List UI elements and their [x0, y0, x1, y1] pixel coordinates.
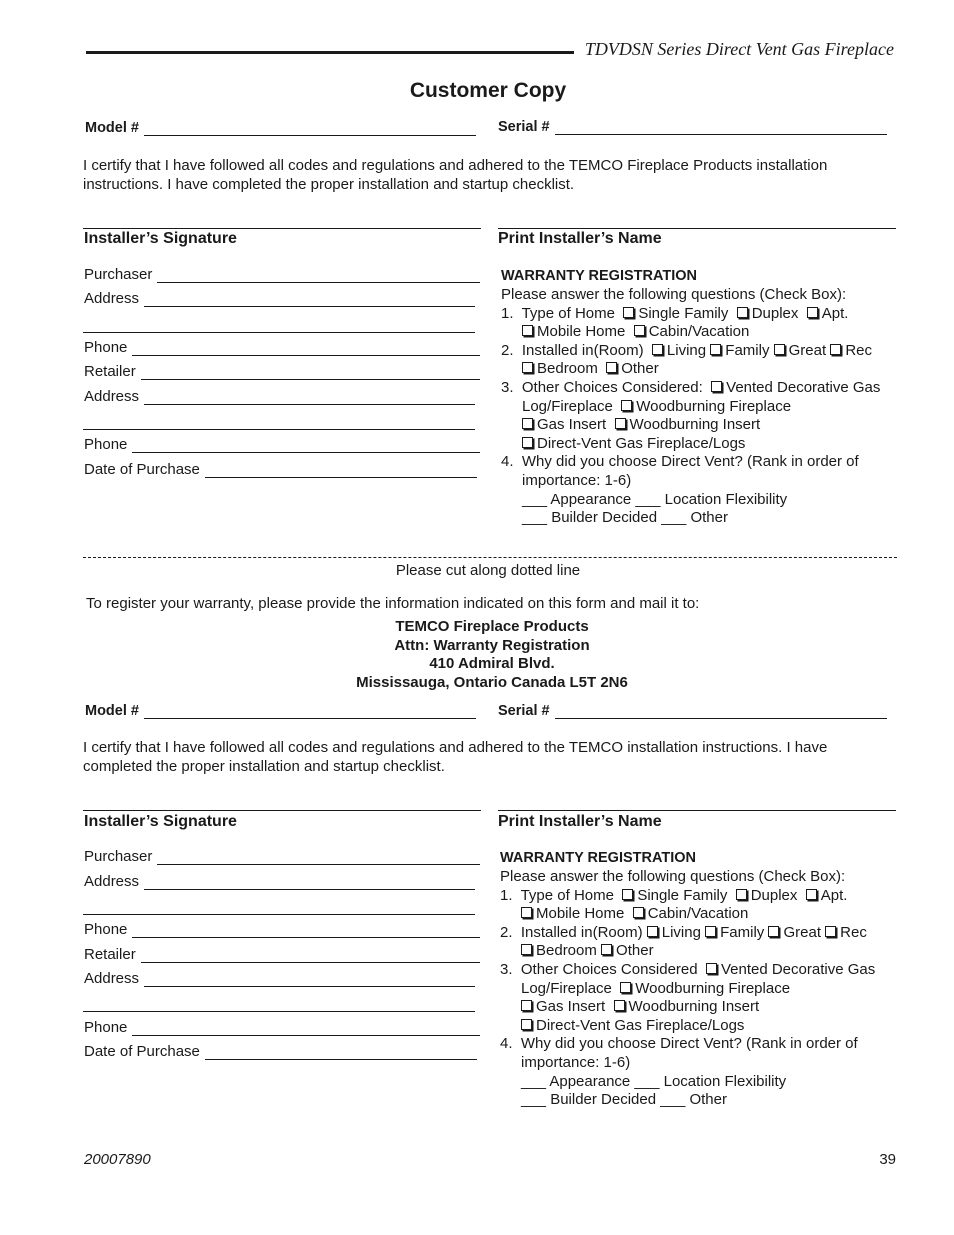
- field-line: [144, 971, 475, 987]
- retailer-field[interactable]: [84, 363, 480, 381]
- checkbox[interactable]: [737, 307, 748, 318]
- question-3-cont3: [500, 1017, 875, 1036]
- q3-number: 3.: [501, 378, 514, 396]
- q3-text: Other Choices Considered:: [521, 378, 703, 396]
- model-label: Model #: [85, 120, 139, 136]
- phone-label: Phone: [84, 436, 128, 453]
- checkbox[interactable]: [706, 963, 717, 974]
- model-field[interactable]: [85, 119, 476, 137]
- option-label: Vented Decorative Gas: [726, 378, 881, 396]
- installer-signature-label: Installer’s Signature: [84, 230, 237, 247]
- option-label: Great: [783, 923, 821, 941]
- phone-label: Phone: [84, 339, 128, 356]
- question-4-rank-1[interactable]: ___ Appearance ___ Location Flexibility: [521, 1072, 787, 1090]
- field-line: [132, 1020, 480, 1036]
- option-label: Direct-Vent Gas Fireplace/Logs: [536, 1016, 745, 1034]
- field-line: [141, 364, 480, 380]
- address-field[interactable]: [84, 873, 475, 891]
- print-name-line[interactable]: [498, 228, 896, 229]
- certification-text: I certify that I have followed all codes and regulations and adhered to the TEMCO Fireplace Products installation instructions. I have completed the proper installation and startup checklist.: [83, 157, 828, 193]
- phone-label: Phone: [84, 921, 128, 938]
- mailing-address: [0, 618, 954, 692]
- checkbox[interactable]: [614, 1000, 625, 1011]
- question-4-rank-2[interactable]: ___ Builder Decided ___ Other: [521, 1091, 727, 1109]
- checkbox[interactable]: [522, 325, 533, 336]
- checkbox[interactable]: [825, 926, 836, 937]
- option-label: Bedroom: [537, 360, 598, 378]
- retailer-phone-field[interactable]: [84, 1019, 480, 1037]
- retailer-address-continuation-line[interactable]: [83, 429, 475, 430]
- checkbox[interactable]: [620, 982, 631, 993]
- question-4: [500, 1035, 875, 1054]
- date-of-purchase-field[interactable]: [84, 1043, 477, 1061]
- q1-number: 1.: [501, 304, 514, 322]
- checkbox[interactable]: [710, 344, 721, 355]
- address-label: Address: [84, 388, 140, 405]
- address-label: Address: [84, 873, 140, 890]
- model-field[interactable]: [85, 702, 476, 720]
- option-label: Rec: [845, 341, 873, 359]
- question-4-cont: importance: 1-6): [522, 471, 632, 489]
- option-label: Woodburning Fireplace: [635, 979, 791, 997]
- checkbox[interactable]: [633, 907, 644, 918]
- field-line: [144, 291, 475, 307]
- option-label: Mobile Home: [536, 905, 625, 923]
- checkbox[interactable]: [521, 1019, 532, 1030]
- option-label: Log/Fireplace: [522, 397, 613, 415]
- date-of-purchase-label: Date of Purchase: [84, 1043, 200, 1060]
- option-label: Bedroom: [536, 942, 597, 960]
- q1-text: Type of Home: [521, 304, 615, 322]
- address-continuation-line[interactable]: [83, 914, 475, 915]
- retailer-address-field[interactable]: [84, 970, 475, 988]
- question-2: [500, 924, 875, 943]
- q4-number: 4.: [501, 453, 514, 471]
- question-3-cont: [500, 980, 875, 999]
- question-3: [501, 379, 880, 398]
- field-line: [157, 267, 480, 283]
- option-label: Woodburning Insert: [629, 416, 761, 434]
- question-2: [501, 342, 880, 361]
- address-label: Address: [84, 970, 140, 987]
- model-label: Model #: [85, 703, 139, 719]
- field-line: [144, 389, 475, 405]
- checkbox[interactable]: [705, 926, 716, 937]
- question-1: [500, 887, 875, 906]
- option-label: Duplex: [751, 304, 799, 322]
- checkbox[interactable]: [711, 381, 722, 392]
- option-label: Other: [616, 942, 654, 960]
- question-3-cont: [501, 398, 880, 417]
- purchaser-label: Purchaser: [84, 848, 153, 865]
- checkbox[interactable]: [736, 889, 747, 900]
- checkbox[interactable]: [522, 418, 533, 429]
- option-label: Apt.: [820, 886, 848, 904]
- print-installer-name-label: Print Installer’s Name: [498, 813, 662, 830]
- model-line: [144, 703, 476, 719]
- q2-text: Installed in(Room): [521, 341, 644, 359]
- warranty-registration: [500, 850, 875, 1110]
- address-label: Address: [84, 290, 140, 307]
- checkbox[interactable]: [615, 418, 626, 429]
- print-installer-name-label: Print Installer’s Name: [498, 230, 662, 247]
- warranty-title: WARRANTY REGISTRATION: [501, 268, 698, 284]
- phone-field[interactable]: [84, 339, 480, 357]
- warranty-registration: [501, 268, 880, 528]
- page-number: 39: [879, 1151, 896, 1168]
- checkbox[interactable]: [521, 1000, 532, 1011]
- option-label: Gas Insert: [536, 998, 606, 1016]
- cut-instruction: Please cut along dotted line: [395, 562, 581, 579]
- header-title: TDVDSN Series Direct Vent Gas Fireplace: [584, 39, 894, 59]
- option-label: Gas Insert: [537, 416, 607, 434]
- phone-field[interactable]: [84, 921, 480, 939]
- page-title: Customer Copy: [409, 79, 567, 102]
- serial-line: [555, 703, 887, 719]
- question-2-cont: [500, 942, 875, 961]
- field-line: [157, 849, 480, 865]
- question-3-cont2: [500, 998, 875, 1017]
- checkbox[interactable]: [634, 325, 645, 336]
- serial-field[interactable]: [498, 702, 887, 720]
- model-line: [144, 120, 476, 136]
- q4-text: Why did you choose Direct Vent? (Rank in order of: [521, 453, 859, 471]
- option-label: Cabin/Vacation: [648, 323, 750, 341]
- q1-text: Type of Home: [520, 886, 614, 904]
- q2-text: Installed in(Room): [520, 923, 643, 941]
- q2-number: 2.: [500, 923, 513, 941]
- retailer-address-field[interactable]: [84, 388, 475, 406]
- retailer-field[interactable]: [84, 946, 480, 964]
- question-1-cont: [501, 323, 880, 342]
- checkbox[interactable]: [807, 307, 818, 318]
- q4-number: 4.: [500, 1035, 513, 1053]
- option-label: Log/Fireplace: [521, 979, 612, 997]
- mail-instruction: To register your warranty, please provide the information indicated on this form and mail it to:: [86, 595, 700, 612]
- retailer-label: Retailer: [84, 363, 136, 380]
- question-4-rank-2[interactable]: ___ Builder Decided ___ Other: [522, 509, 728, 527]
- document-number: 20007890: [84, 1151, 151, 1168]
- option-label: Duplex: [750, 886, 798, 904]
- q2-number: 2.: [501, 341, 514, 359]
- option-label: Great: [788, 341, 827, 359]
- option-label: Direct-Vent Gas Fireplace/Logs: [537, 434, 746, 452]
- checkbox[interactable]: [647, 926, 658, 937]
- q4-text: Why did you choose Direct Vent? (Rank in order of: [520, 1035, 858, 1053]
- address-continuation-line[interactable]: [83, 332, 475, 333]
- signature-line[interactable]: [83, 228, 481, 229]
- checkbox[interactable]: [521, 944, 532, 955]
- option-label: Family: [725, 341, 770, 359]
- warranty-title: WARRANTY REGISTRATION: [500, 850, 697, 866]
- address-line: Mississauga, Ontario Canada L5T 2N6: [356, 673, 628, 691]
- checkbox[interactable]: [522, 437, 533, 448]
- question-1: [501, 305, 880, 324]
- warranty-intro: Please answer the following questions (Check Box):: [501, 286, 847, 303]
- question-4: [501, 453, 880, 472]
- checkbox[interactable]: [768, 926, 779, 937]
- option-label: Living: [666, 341, 707, 359]
- phone-label: Phone: [84, 1019, 128, 1036]
- checkbox[interactable]: [522, 362, 533, 373]
- serial-field[interactable]: [498, 118, 887, 136]
- serial-label: Serial #: [498, 119, 550, 135]
- retailer-phone-field[interactable]: [84, 436, 480, 454]
- option-label: Family: [720, 923, 765, 941]
- retailer-label: Retailer: [84, 946, 136, 963]
- q3-number: 3.: [500, 960, 513, 978]
- checkbox[interactable]: [601, 944, 612, 955]
- checkbox[interactable]: [774, 344, 785, 355]
- address-field[interactable]: [84, 290, 475, 308]
- field-line: [205, 1044, 477, 1060]
- checkbox[interactable]: [806, 889, 817, 900]
- date-of-purchase-field[interactable]: [84, 461, 477, 479]
- field-line: [132, 922, 480, 938]
- field-line: [132, 437, 480, 453]
- option-label: Vented Decorative Gas: [720, 960, 876, 978]
- q3-text: Other Choices Considered: [520, 960, 698, 978]
- print-name-line[interactable]: [498, 810, 896, 811]
- installer-signature-label: Installer’s Signature: [84, 813, 237, 830]
- retailer-address-continuation-line[interactable]: [83, 1011, 475, 1012]
- question-3-cont2: [501, 416, 880, 435]
- checkbox[interactable]: [830, 344, 841, 355]
- purchaser-field[interactable]: [84, 266, 480, 284]
- address-line: TEMCO Fireplace Products: [395, 618, 589, 635]
- purchaser-field[interactable]: [84, 848, 480, 866]
- warranty-intro: Please answer the following questions (Check Box):: [500, 868, 846, 885]
- signature-line[interactable]: [83, 810, 481, 811]
- purchaser-label: Purchaser: [84, 266, 153, 283]
- serial-label: Serial #: [498, 703, 550, 719]
- serial-line: [555, 119, 887, 135]
- date-of-purchase-label: Date of Purchase: [84, 461, 200, 478]
- address-line: Attn: Warranty Registration: [394, 636, 590, 654]
- checkbox[interactable]: [521, 907, 532, 918]
- checkbox[interactable]: [622, 889, 633, 900]
- checkbox[interactable]: [623, 307, 634, 318]
- field-line: [132, 340, 480, 356]
- option-label: Cabin/Vacation: [647, 905, 749, 923]
- option-label: Other: [621, 360, 659, 378]
- question-3-cont3: [501, 435, 880, 454]
- question-4-cont: importance: 1-6): [521, 1053, 631, 1071]
- option-label: Rec: [840, 923, 867, 941]
- option-label: Living: [661, 923, 701, 941]
- option-label: Woodburning Insert: [628, 998, 760, 1016]
- option-label: Mobile Home: [537, 323, 626, 341]
- option-label: Single Family: [638, 304, 729, 322]
- field-line: [205, 462, 477, 478]
- checkbox[interactable]: [606, 362, 617, 373]
- field-line: [144, 874, 475, 890]
- q1-number: 1.: [500, 886, 513, 904]
- option-label: Apt.: [821, 304, 849, 322]
- checkbox[interactable]: [621, 400, 632, 411]
- header-rule: [86, 51, 574, 54]
- option-label: Woodburning Fireplace: [636, 397, 792, 415]
- question-4-rank-1[interactable]: ___ Appearance ___ Location Flexibility: [522, 490, 788, 508]
- address-line: 410 Admiral Blvd.: [429, 655, 555, 672]
- question-3: [500, 961, 875, 980]
- certification-text: I certify that I have followed all codes and regulations and adhered to the TEMCO installation instructions. I have completed the proper installation and startup checklist.: [83, 739, 828, 775]
- field-line: [141, 947, 480, 963]
- question-1-cont: [500, 905, 875, 924]
- cut-dotted-line: [83, 557, 897, 558]
- option-label: Single Family: [637, 886, 728, 904]
- question-2-cont: [501, 360, 880, 379]
- checkbox[interactable]: [652, 344, 663, 355]
